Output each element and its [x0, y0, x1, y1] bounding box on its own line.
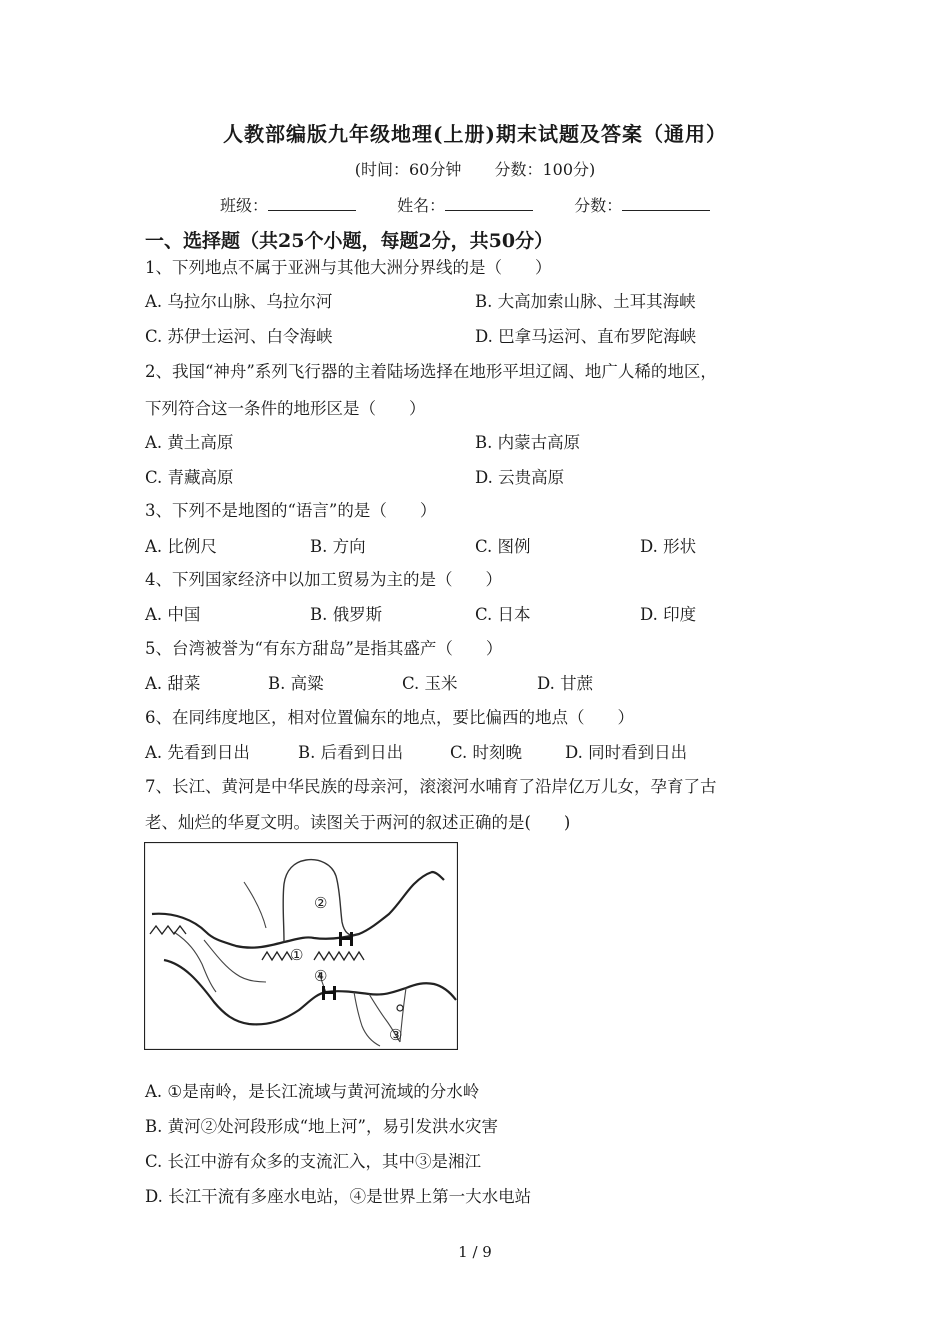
q5-option-a: A. 甜菜 [145, 674, 201, 693]
question-5-stem: 5、台湾被誉为“有东方甜岛”是指其盛产（ ） [145, 639, 503, 658]
question-6-stem: 6、在同纬度地区，相对位置偏东的地点，要比偏西的地点（ ） [145, 708, 634, 727]
q3-option-d: D. 形状 [640, 537, 697, 556]
name-label: 姓名： [397, 196, 446, 215]
map-label-2: ② [314, 894, 328, 912]
score-field [574, 193, 710, 216]
exam-time: (时间：60分钟 [354, 160, 462, 179]
question-1-stem: 1、下列地点不属于亚洲与其他大洲分界线的是（ ） [145, 258, 552, 277]
q1-option-a: A. 乌拉尔山脉、乌拉尔河 [145, 292, 333, 311]
q7-option-c: C. 长江中游有众多的支流汇入，其中③是湘江 [145, 1152, 482, 1171]
q6-option-a: A. 先看到日出 [145, 743, 250, 762]
q2-option-b: B. 内蒙古高原 [475, 433, 581, 452]
class-blank [268, 196, 356, 211]
page-title: 人教部编版九年级地理(上册)期末试题及答案（通用） [223, 122, 727, 146]
q6-option-d: D. 同时看到日出 [565, 743, 688, 762]
question-3-stem: 3、下列不是地图的“语言”的是（ ） [145, 501, 437, 520]
q7-option-d: D. 长江干流有多座水电站，④是世界上第一大水电站 [145, 1187, 532, 1206]
question-7-stem-cont: 老、灿烂的华夏文明。读图关于两河的叙述正确的是( ) [145, 813, 571, 832]
q1-option-d: D. 巴拿马运河、直布罗陀海峡 [475, 327, 697, 346]
q4-option-c: C. 日本 [475, 605, 531, 624]
q3-option-a: A. 比例尺 [145, 537, 217, 556]
q4-option-a: A. 中国 [145, 605, 201, 624]
exam-total-score: 分数：100分) [494, 160, 596, 179]
class-label: 班级： [220, 196, 269, 215]
q2-option-d: D. 云贵高原 [475, 468, 565, 487]
score-label: 分数： [574, 196, 623, 215]
q6-option-c: C. 时刻晚 [450, 743, 523, 762]
name-blank [445, 196, 533, 211]
score-blank [622, 196, 710, 211]
q2-option-a: A. 黄土高原 [145, 433, 234, 452]
exam-meta [0, 157, 950, 180]
q5-option-b: B. 高粱 [268, 674, 324, 693]
q2-option-c: C. 青藏高原 [145, 468, 234, 487]
q3-option-c: C. 图例 [475, 537, 531, 556]
class-field [220, 193, 356, 216]
q6-option-b: B. 后看到日出 [298, 743, 404, 762]
map-label-4: ④ [314, 967, 328, 985]
question-2-stem-cont: 下列符合这一条件的地形区是（ ） [145, 399, 426, 418]
q5-option-d: D. 甘蔗 [537, 674, 594, 693]
question-4-stem: 4、下列国家经济中以加工贸易为主的是（ ） [145, 570, 502, 589]
map-label-3: ③ [389, 1026, 403, 1044]
map-label-1: ① [290, 946, 304, 964]
q1-option-b: B. 大高加索山脉、土耳其海峡 [475, 292, 696, 311]
q5-option-c: C. 玉米 [402, 674, 458, 693]
q7-option-b: B. 黄河②处河段形成“地上河”，易引发洪水灾害 [145, 1117, 498, 1136]
question-2-stem: 2、我国“神舟”系列飞行器的主着陆场选择在地形平坦辽阔、地广人稀的地区， [145, 362, 717, 381]
q4-option-d: D. 印度 [640, 605, 697, 624]
page-number: 1 / 9 [458, 1243, 492, 1261]
q7-option-a: A. ①是南岭，是长江流域与黄河流域的分水岭 [145, 1082, 480, 1101]
q4-option-b: B. 俄罗斯 [310, 605, 383, 624]
section-title: 一、选择题（共25个小题，每题2分，共50分） [145, 230, 554, 252]
question-7-stem: 7、长江、黄河是中华民族的母亲河，滚滚河水哺育了沿岸亿万儿女，孕育了古 [145, 777, 717, 796]
q3-option-b: B. 方向 [310, 537, 366, 556]
student-info-line [220, 193, 746, 216]
q1-option-c: C. 苏伊士运河、白令海峡 [145, 327, 333, 346]
river-map-figure [144, 842, 458, 1050]
name-field [397, 193, 533, 216]
